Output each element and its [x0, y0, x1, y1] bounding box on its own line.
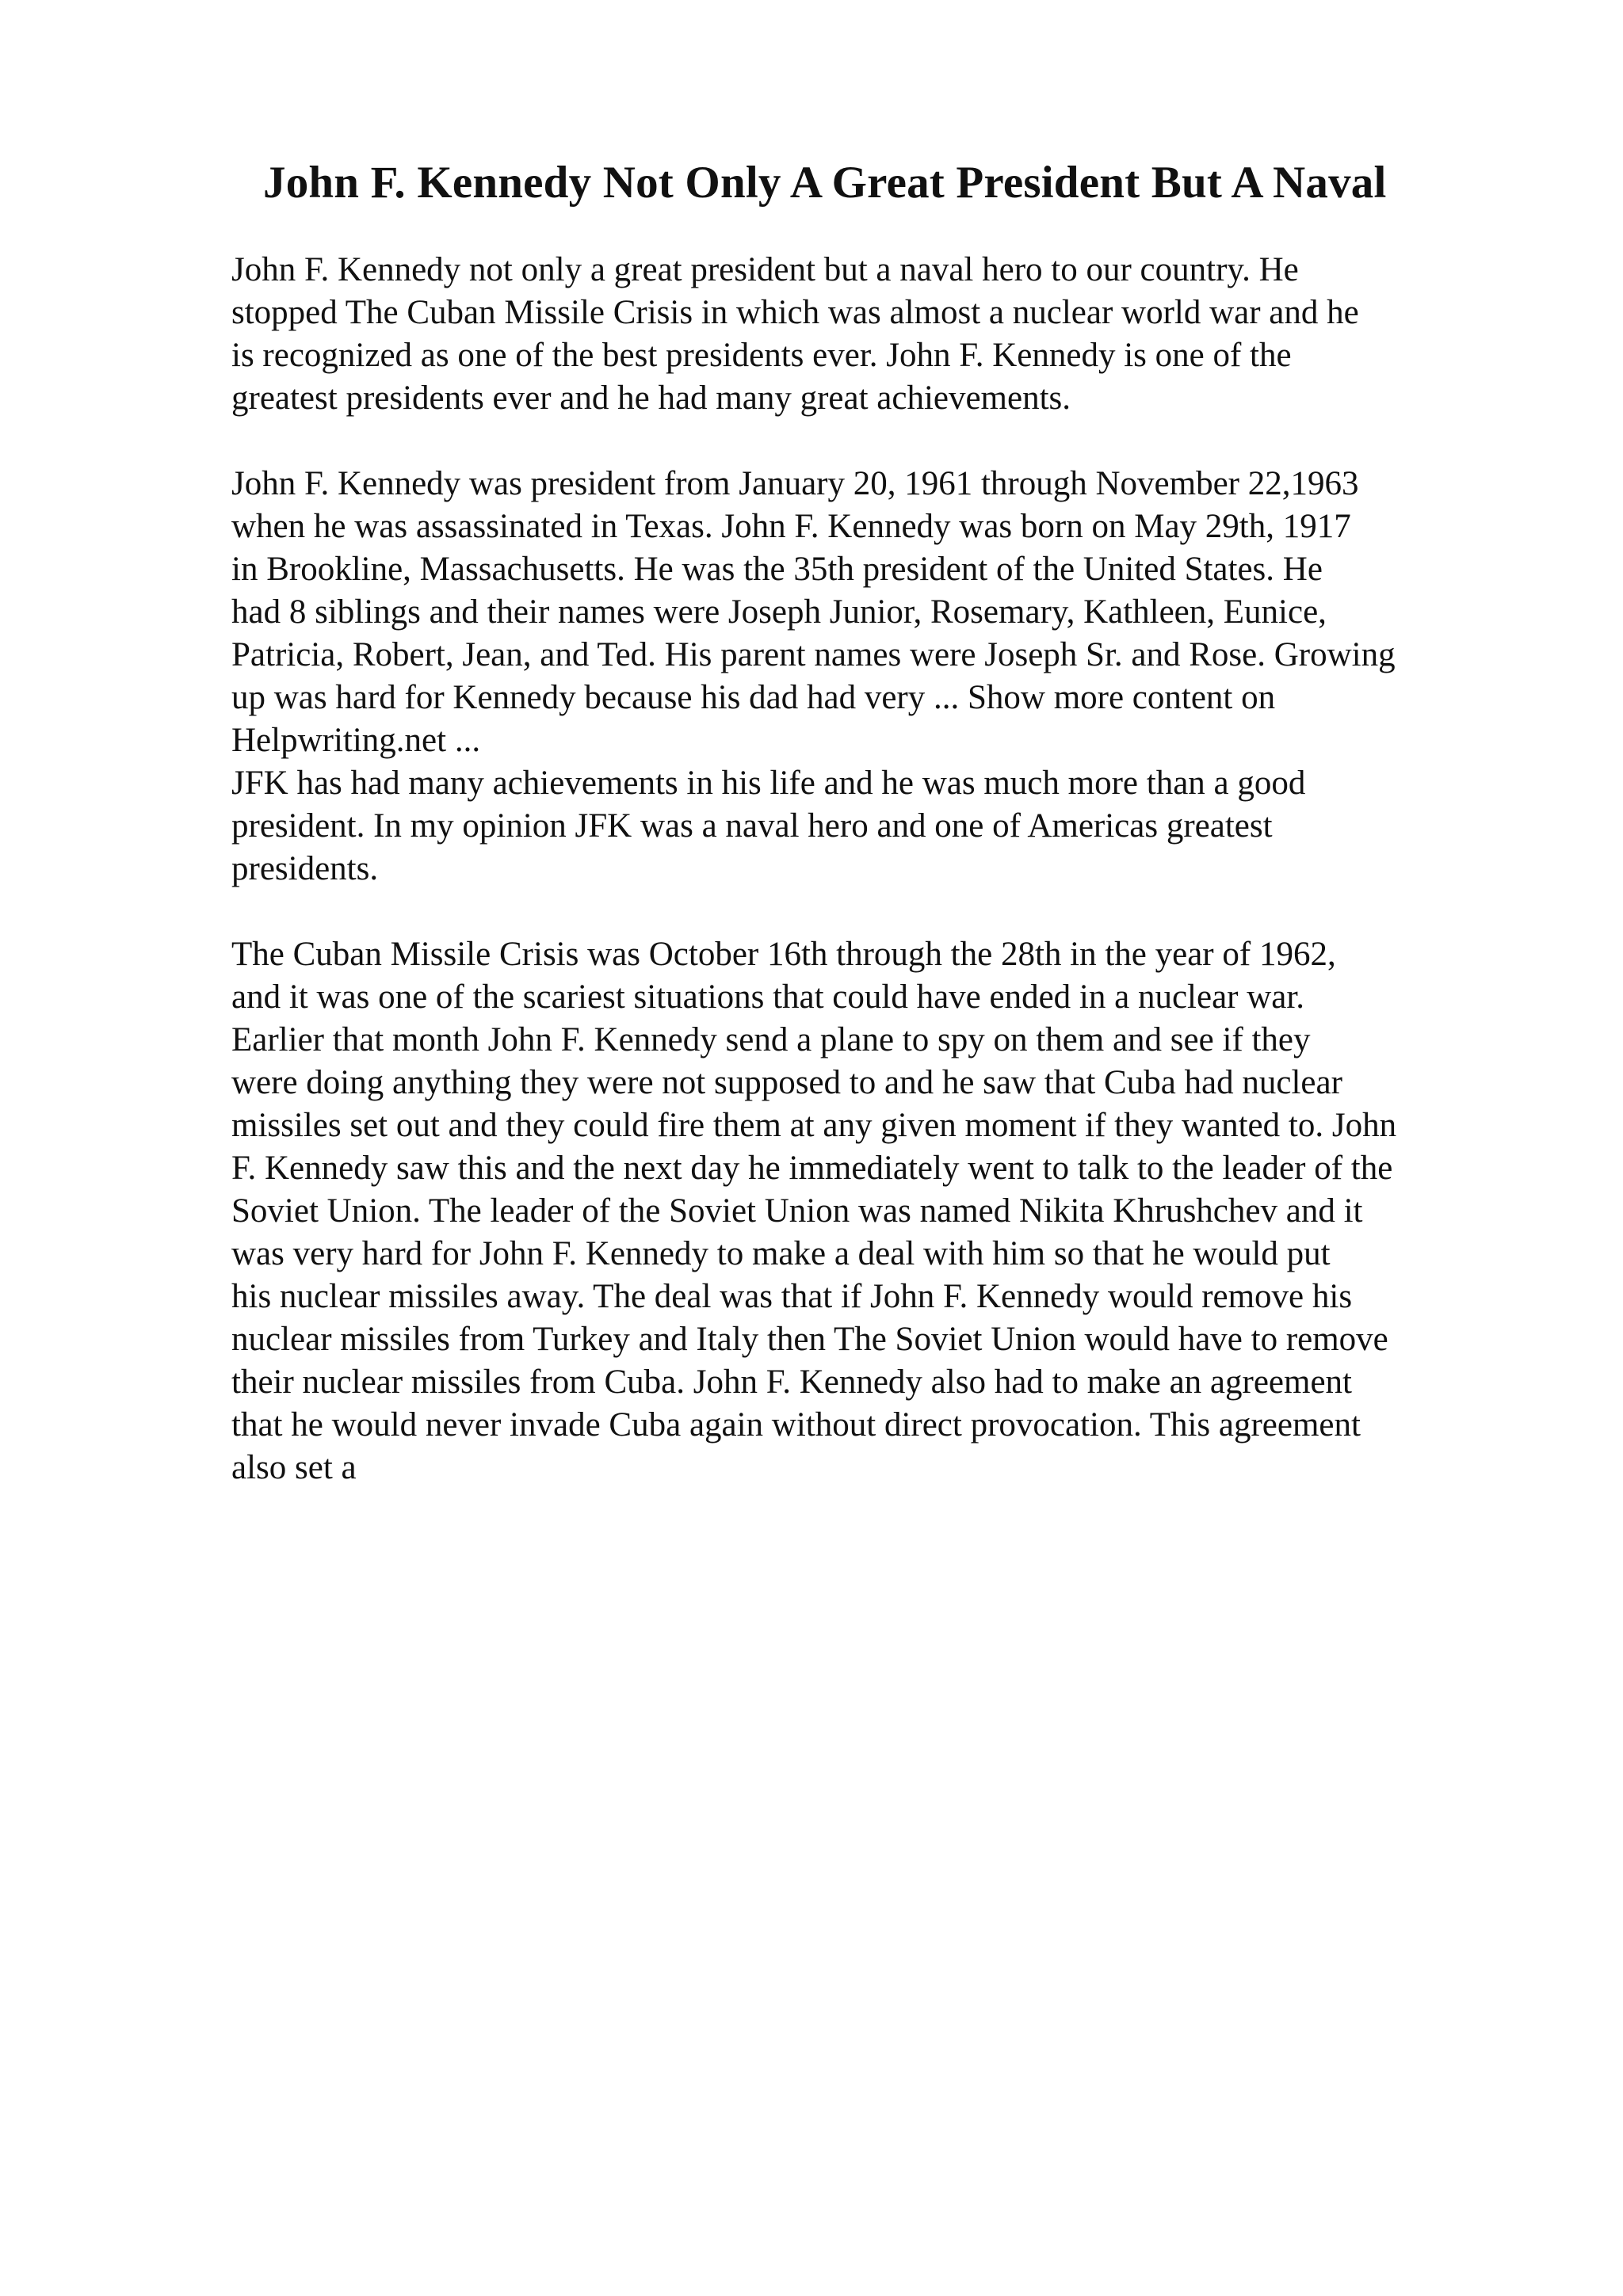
- text-line: missiles set out and they could fire them at any given moment if they wanted to. John: [231, 1107, 1397, 1144]
- paragraph-biography: [231, 463, 1579, 762]
- paragraph-cuban-missile-crisis: [231, 933, 1579, 1489]
- text-line: F. Kennedy saw this and the next day he immediately went to talk to the leader of the: [231, 1150, 1393, 1187]
- text-line: his nuclear missiles away. The deal was that if John F. Kennedy would remove his: [231, 1278, 1353, 1315]
- paragraph-spacer: [231, 420, 1579, 463]
- paragraph-spacer: [231, 891, 1579, 933]
- text-line: was very hard for John F. Kennedy to make a deal with him so that he would put: [231, 1235, 1331, 1272]
- text-line: when he was assassinated in Texas. John F. Kennedy was born on May 29th, 1917: [231, 508, 1351, 545]
- text-line: had 8 siblings and their names were Joseph Junior, Rosemary, Kathleen, Eunice,: [231, 593, 1327, 631]
- text-line: president. In my opinion JFK was a naval hero and one of Americas greatest: [231, 807, 1273, 845]
- text-line: presidents.: [231, 850, 379, 887]
- text-line: is recognized as one of the best presidents ever. John F. Kennedy is one of the: [231, 337, 1292, 374]
- paragraph-intro: [231, 249, 1579, 420]
- text-line: up was hard for Kennedy because his dad had very ... Show more content on: [231, 679, 1276, 716]
- text-line: nuclear missiles from Turkey and Italy then The Soviet Union would have to remove: [231, 1321, 1388, 1358]
- text-line: in Brookline, Massachusetts. He was the 35th president of the United States. He: [231, 551, 1323, 588]
- text-line: Helpwriting.net ...: [231, 722, 481, 759]
- text-line: their nuclear missiles from Cuba. John F. Kennedy also had to make an agreement: [231, 1363, 1352, 1401]
- text-line: JFK has had many achievements in his life and he was much more than a good: [231, 765, 1306, 802]
- text-line: John F. Kennedy was president from January 20, 1961 through November 22,1963: [231, 465, 1359, 502]
- document-body: [231, 249, 1579, 1489]
- text-line: Earlier that month John F. Kennedy send a plane to spy on them and see if they: [231, 1021, 1311, 1058]
- page-title: John F. Kennedy Not Only A Great President But A Naval: [263, 158, 1387, 208]
- text-line: Soviet Union. The leader of the Soviet Union was named Nikita Khrushchev and it: [231, 1192, 1363, 1230]
- text-line: that he would never invade Cuba again without direct provocation. This agreement: [231, 1406, 1361, 1444]
- text-line: Patricia, Robert, Jean, and Ted. His parent names were Joseph Sr. and Rose. Growing: [231, 636, 1396, 673]
- text-line: were doing anything they were not supposed to and he saw that Cuba had nuclear: [231, 1064, 1342, 1101]
- paragraph-achievements: [231, 762, 1579, 891]
- text-line: stopped The Cuban Missile Crisis in which was almost a nuclear world war and he: [231, 294, 1359, 331]
- text-line: and it was one of the scariest situations that could have ended in a nuclear war.: [231, 978, 1305, 1016]
- text-line: greatest presidents ever and he had many great achievements.: [231, 379, 1071, 417]
- text-line: also set a: [231, 1449, 357, 1486]
- text-line: The Cuban Missile Crisis was October 16th through the 28th in the year of 1962,: [231, 936, 1336, 973]
- text-line: John F. Kennedy not only a great president but a naval hero to our country. He: [231, 251, 1299, 288]
